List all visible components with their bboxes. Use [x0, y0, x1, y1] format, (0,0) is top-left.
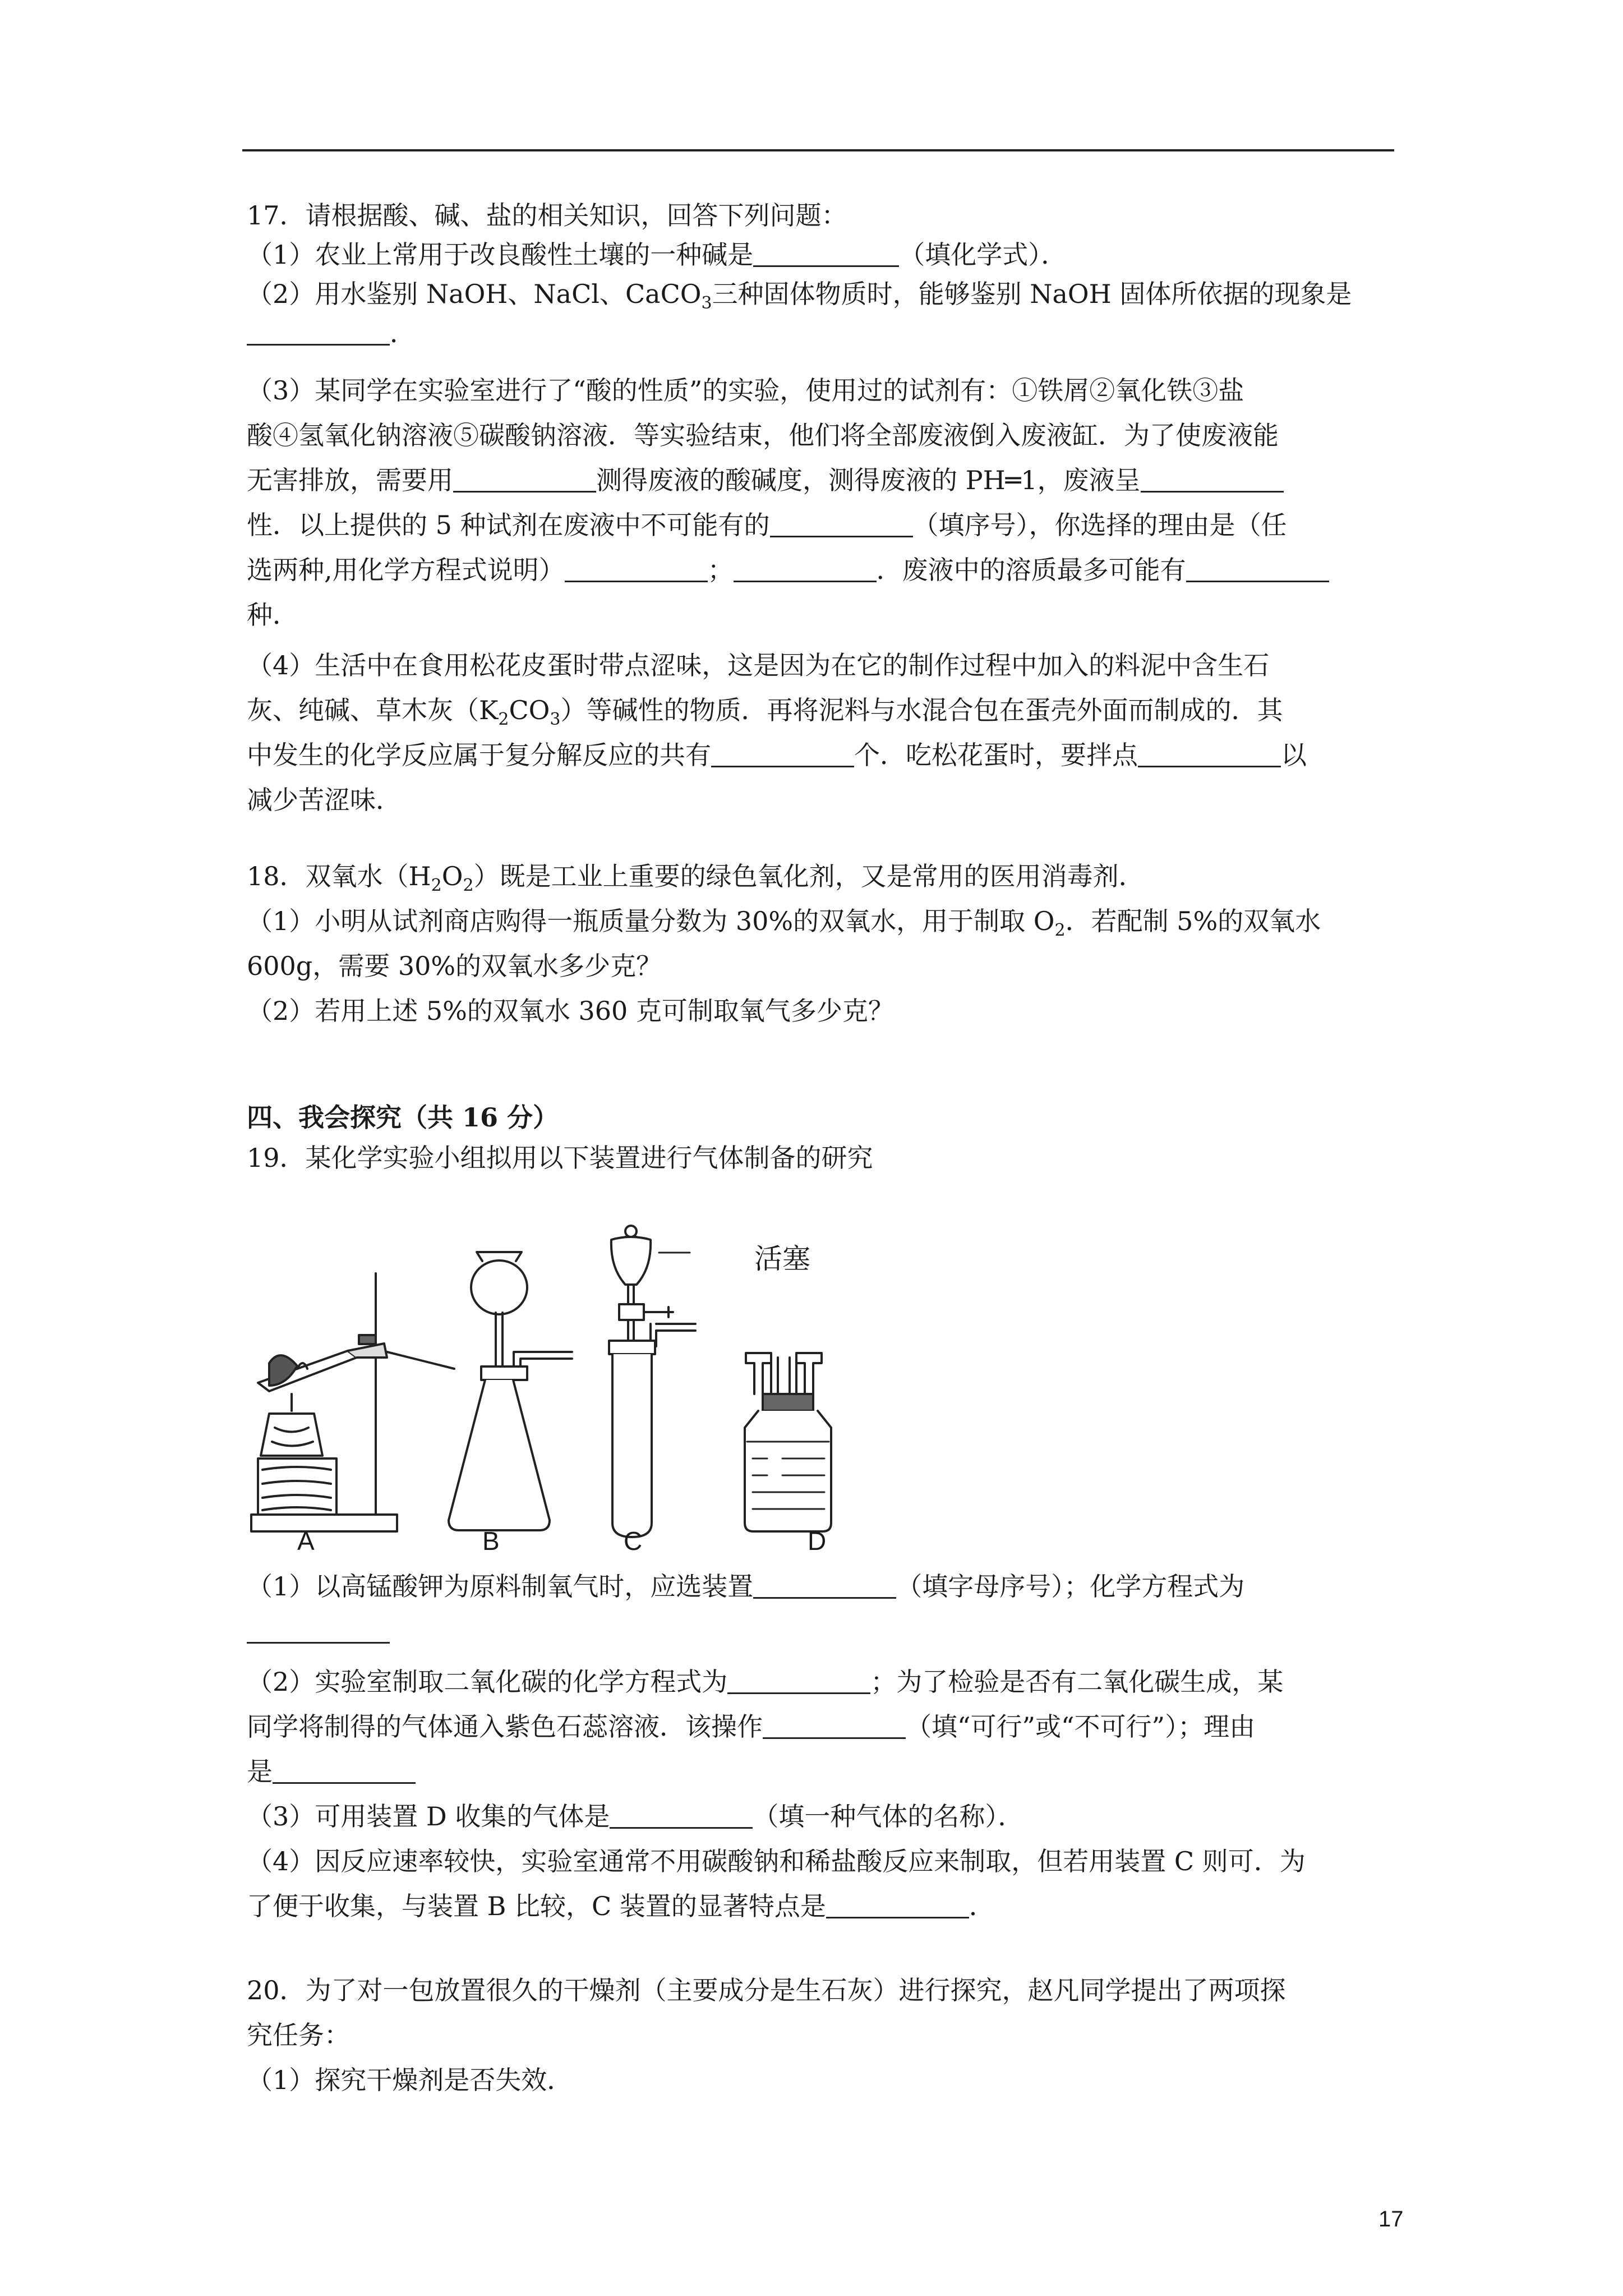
label-b: B — [482, 1526, 500, 1556]
q19-part2-line2: 同学将制得的气体通入紫色石蕊溶液．该操作 （填“可行”或“不可行”）；理由 — [247, 1711, 1256, 1742]
q20-title-line1: 20．为了对一包放置很久的干燥剂（主要成分是生石灰）进行探究，赵凡同学提出了两项探 — [247, 1975, 1286, 2005]
q17-part2: （2）用水鉴别 NaOH、NaCl、CaCO$_3$三种固体物质时，能够鉴别 NaOH 固体所依据的现象是 — [247, 279, 1352, 313]
answer-blank[interactable] — [273, 1755, 416, 1784]
answer-blank[interactable] — [610, 1800, 753, 1829]
answer-blank[interactable] — [453, 464, 596, 493]
q18-part2: （2）若用上述 5%的双氧水 360 克可制取氧气多少克？ — [247, 996, 894, 1026]
apparatus-b — [449, 1252, 572, 1530]
label-c: C — [624, 1526, 643, 1556]
q17-part4-line1: （4）生活中在食用松花皮蛋时带点涩味，这是因为在它的制作过程中加入的料泥中含生石 — [247, 650, 1270, 680]
q17-part3-line1: （3）某同学在实验室进行了“酸的性质”的实验，使用过的试剂有：①铁屑②氧化铁③盐 — [247, 375, 1244, 406]
q19-title: 19．某化学实验小组拟用以下装置进行气体制备的研究 — [247, 1143, 873, 1173]
answer-blank[interactable] — [763, 1710, 906, 1739]
apparatus-figure — [247, 1200, 897, 1559]
q17-part3-line4: 性．以上提供的 5 种试剂在废液中不可能有的 （填序号），你选择的理由是（任 — [247, 510, 1287, 540]
section-heading: 四、我会探究（共 16 分） — [247, 1102, 559, 1133]
q17-part3-line3: 无害排放，需要用 测得废液的酸碱度，测得废液的 PH═1，废液呈 — [247, 462, 1284, 498]
q18-part1-line1: （1）小明从试剂商店购得一瓶质量分数为 30%的双氧水，用于制取 $O_2$．若配制 5%的双氧水 — [247, 906, 1321, 940]
answer-blank[interactable] — [753, 1570, 896, 1599]
q18-title: 18．双氧水$(H_2O_2)$既是工业上重要的绿色氧化剂，又是常用的医用消毒剂． — [247, 861, 1145, 895]
q18-part1-line2: 600g，需要 30%的双氧水多少克？ — [247, 951, 662, 981]
q17-part3-line2: 酸④氢氧化钠溶液⑤碳酸钠溶液．等实验结束，他们将全部废液倒入废液缸．为了使废液能 — [247, 420, 1279, 450]
q17-part3-line6: 种． — [247, 600, 298, 630]
stopcock-label: 活塞 — [754, 1243, 810, 1274]
answer-blank[interactable] — [770, 509, 913, 537]
answer-blank[interactable] — [1141, 464, 1284, 493]
answer-blank[interactable] — [1138, 739, 1281, 767]
q17-part4-line2: 灰、纯碱、草木灰$(K_2CO_3)$等碱性的物质．再将泥料与水混合包在蛋壳外面而制成的．其 — [247, 695, 1283, 729]
q19-part4-line2: 了便于收集，与装置 B 比较，C 装置的显著特点是 ． — [247, 1891, 995, 1921]
header-rule — [242, 149, 1394, 151]
q17-part2-cont: ． — [247, 315, 416, 351]
q20-part1: （1）探究干燥剂是否失效． — [247, 2065, 573, 2095]
label-a: A — [297, 1526, 315, 1556]
answer-blank[interactable] — [565, 554, 708, 582]
label-d: D — [808, 1526, 827, 1556]
q17-part4-line4: 减少苦涩味． — [247, 785, 402, 815]
q17-title: 17．请根据酸、碱、盐的相关知识，回答下列问题： — [247, 200, 847, 231]
apparatus-a — [251, 1273, 454, 1531]
answer-blank[interactable] — [727, 1665, 870, 1694]
q19-part1: （1）以高锰酸钾为原料制氧气时，应选装置 （填字母序号）；化学方程式为 — [247, 1571, 1245, 1602]
q19-part3: （3）可用装置 D 收集的气体是 （填一种气体的名称）． — [247, 1801, 1024, 1832]
q20-title-line2: 究任务： — [247, 2020, 350, 2050]
answer-blank[interactable] — [1186, 554, 1329, 582]
answer-blank[interactable] — [826, 1890, 969, 1918]
apparatus-c — [609, 1226, 695, 1537]
q19-part1-cont — [247, 1613, 390, 1649]
q19-part2-line3: 是 — [247, 1754, 416, 1789]
q17-part4-line3: 中发生的化学反应属于复分解反应的共有 个．吃松花蛋时，要拌点 以 — [247, 740, 1307, 770]
answer-blank[interactable] — [734, 554, 877, 582]
answer-blank[interactable] — [711, 739, 854, 767]
answer-blank[interactable] — [247, 1615, 390, 1644]
q17-part1: （1）农业上常用于改良酸性土壤的一种碱是 （填化学式）． — [247, 240, 1067, 270]
q17-part3-line5: 选两种,用化学方程式说明） ； ．废液中的溶质最多可能有 — [247, 552, 1329, 588]
page-number: 17 — [1378, 2207, 1404, 2231]
apparatus-d — [745, 1353, 831, 1531]
q19-part2-line1: （2）实验室制取二氧化碳的化学方程式为 ；为了检验是否有二氧化碳生成，某 — [247, 1667, 1284, 1697]
answer-blank[interactable] — [753, 238, 899, 267]
answer-blank[interactable] — [247, 317, 390, 346]
q19-part4-line1: （4）因反应速率较快，实验室通常不用碳酸钠和稀盐酸反应来制取，但若用装置 C 则可．为 — [247, 1846, 1306, 1876]
